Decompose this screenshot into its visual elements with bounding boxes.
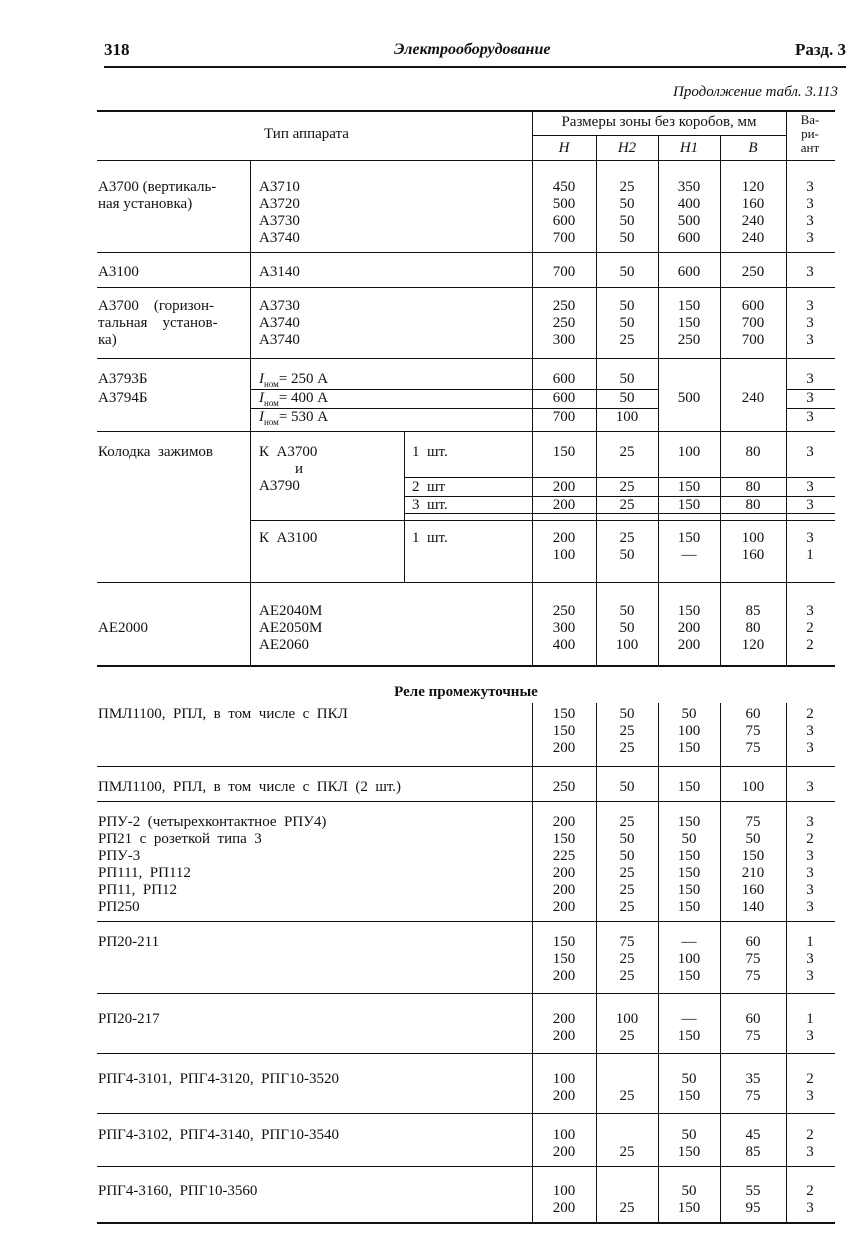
value-h2: 50 50 25 xyxy=(619,298,635,348)
value-h: 450 500 600 700 xyxy=(552,179,576,246)
current-rating: $I_{ном}= 250$ А xyxy=(259,371,329,389)
apparatus-name: ка) xyxy=(98,332,117,348)
value-h2: 50 50 100 xyxy=(615,603,639,653)
model-name: А3790 xyxy=(259,478,300,494)
rule xyxy=(97,665,835,667)
value-variant: 2 3 xyxy=(806,1127,814,1160)
value-h2: 50 xyxy=(619,390,635,406)
value-b: 100 xyxy=(741,779,765,795)
rule xyxy=(250,520,835,521)
value-b: 80 xyxy=(745,497,761,513)
value-b: 45 85 xyxy=(745,1127,761,1160)
value-h1: 50 150 xyxy=(677,1127,701,1160)
value-variant: 2 3 xyxy=(806,1071,814,1104)
value-h: 100 200 xyxy=(552,1071,576,1104)
value-h: 200 100 xyxy=(552,530,576,563)
value-h2: 50 25 25 xyxy=(619,706,635,756)
value-h: 250 xyxy=(552,779,576,795)
value-b: 75 50 150 210 160 140 xyxy=(741,814,765,915)
value-variant: 3 xyxy=(806,497,814,513)
value-h1: 150 xyxy=(677,779,701,795)
value-variant: 1 3 3 xyxy=(806,934,814,984)
model-list: А3730 А3740 А3740 xyxy=(259,298,300,348)
apparatus-name: А3793Б xyxy=(98,371,148,387)
rule xyxy=(97,921,835,922)
value-variant: 3 2 2 xyxy=(806,603,814,653)
page-number: 318 xyxy=(104,40,130,59)
value-h1: 150 xyxy=(677,497,701,513)
value-h1: 50 150 xyxy=(677,1071,701,1104)
rule xyxy=(404,432,405,582)
relay-name: ПМЛ1100, РПЛ, в том числе с ПКЛ xyxy=(98,706,348,722)
apparatus-name: АЕ2000 xyxy=(98,620,148,636)
value-h2: 25 50 50 50 xyxy=(619,179,635,246)
relay-name: РП20-211 xyxy=(98,934,160,950)
value-h2: 75 25 25 xyxy=(619,934,635,984)
quantity: 1 шт. xyxy=(412,444,448,460)
value-variant: 3 xyxy=(806,390,814,406)
rule xyxy=(250,160,251,666)
value-b: 100 160 xyxy=(741,530,765,563)
value-variant: 3 1 xyxy=(806,530,814,563)
rule xyxy=(97,110,835,112)
rule xyxy=(97,993,835,994)
value-b: 240 xyxy=(741,390,765,406)
model-name: К А3100 xyxy=(259,530,318,546)
value-h: 100 200 xyxy=(552,1127,576,1160)
rule xyxy=(97,252,835,253)
value-h: 700 xyxy=(552,409,576,425)
apparatus-name: А3700 (горизон- xyxy=(98,298,214,314)
apparatus-name: Колодка зажимов xyxy=(98,444,214,460)
quantity: 3 шт. xyxy=(412,497,448,513)
value-b: 60 75 75 xyxy=(745,934,761,984)
value-h1: 50 150 xyxy=(677,1183,701,1216)
rule xyxy=(97,801,835,802)
value-h1: 150 150 250 xyxy=(677,298,701,348)
rule xyxy=(97,1222,835,1224)
current-rating: $I_{ном}= 400$ А xyxy=(259,390,329,408)
value-h: 150 xyxy=(552,444,576,460)
relay-name: РПГ4-3101, РПГ4-3120, РПГ10-3520 xyxy=(98,1071,340,1087)
col-sizes-header: Размеры зоны без коробов, мм xyxy=(561,114,757,130)
relay-name: РПГ4-3160, РПГ10-3560 xyxy=(98,1183,258,1199)
value-b: 35 75 xyxy=(745,1071,761,1104)
apparatus-name: тальная установ- xyxy=(98,315,218,331)
running-header xyxy=(104,40,846,68)
quantity: 2 шт xyxy=(412,479,446,495)
value-h2: 100 25 xyxy=(615,1011,639,1044)
value-b: 55 95 xyxy=(745,1183,761,1216)
value-variant: 3 xyxy=(806,444,814,460)
rule xyxy=(404,477,835,478)
col-h1: H1 xyxy=(679,140,699,156)
value-variant: 3 2 3 3 3 3 xyxy=(806,814,814,915)
value-h: 200 200 xyxy=(552,1011,576,1044)
value-variant: 3 3 3 xyxy=(806,298,814,348)
value-variant: 3 xyxy=(806,409,814,425)
value-b: 80 xyxy=(745,479,761,495)
model-name: К А3700 xyxy=(259,444,318,460)
rule xyxy=(97,1166,835,1167)
value-h: 200 xyxy=(552,479,576,495)
value-h: 150 150 200 xyxy=(552,706,576,756)
section-label: Разд. 3 xyxy=(794,40,846,59)
value-h1: — 100 150 xyxy=(677,934,701,984)
value-h1: 350 400 500 600 xyxy=(677,179,701,246)
rule xyxy=(97,358,835,359)
value-h: 600 xyxy=(552,371,576,387)
apparatus-name: А3700 (вертикаль- ная установка) xyxy=(98,179,217,212)
value-h1: 50 100 150 xyxy=(677,706,701,756)
value-b: 80 xyxy=(745,444,761,460)
running-title: Электрооборудование xyxy=(394,41,551,58)
value-h1: 150 xyxy=(677,479,701,495)
model-list: А3710 А3720 А3730 А3740 xyxy=(259,179,300,246)
value-h: 250 300 400 xyxy=(552,603,576,653)
rule xyxy=(97,766,835,767)
value-b: 85 80 120 xyxy=(741,603,765,653)
rule xyxy=(97,160,835,161)
rule xyxy=(97,582,835,583)
value-h: 600 xyxy=(552,390,576,406)
value-h2: 25 xyxy=(619,479,635,495)
relay-name: ПМЛ1100, РПЛ, в том числе с ПКЛ (2 шт.) xyxy=(98,779,402,795)
value-variant: 1 3 xyxy=(806,1011,814,1044)
section-title: Реле промежуточные xyxy=(394,684,538,700)
value-h2: 25 xyxy=(619,497,635,513)
value-b: 120 160 240 240 xyxy=(741,179,765,246)
quantity: 1 шт. xyxy=(412,530,448,546)
apparatus-name: А3100 xyxy=(98,264,139,280)
rule xyxy=(97,1053,835,1054)
model-list: АЕ2040М АЕ2050М АЕ2060 xyxy=(259,603,323,653)
value-h: 100 200 xyxy=(552,1183,576,1216)
value-b: 60 75 xyxy=(745,1011,761,1044)
value-h2: 25 xyxy=(619,1200,635,1216)
value-h2: 25 xyxy=(619,1088,635,1104)
table-continuation: Продолжение табл. 3.113 xyxy=(672,84,838,100)
value-h1: 150 200 200 xyxy=(677,603,701,653)
current-rating: $I_{ном}= 530$ А xyxy=(259,409,329,427)
conjunction: и xyxy=(295,461,304,477)
value-variant: 3 xyxy=(806,479,814,495)
value-h2: 25 xyxy=(619,1144,635,1160)
value-h2: 25 50 50 25 25 25 xyxy=(619,814,635,915)
col-b: B xyxy=(748,140,758,156)
value-b: 600 700 700 xyxy=(741,298,765,348)
value-h: 700 xyxy=(552,264,576,280)
rule xyxy=(97,1113,835,1114)
value-h1: — 150 xyxy=(677,1011,701,1044)
value-variant: 3 xyxy=(806,779,814,795)
value-h1: 500 xyxy=(677,390,701,406)
value-h2: 25 xyxy=(619,444,635,460)
value-h1: 150 50 150 150 150 150 xyxy=(677,814,701,915)
rule xyxy=(97,431,835,432)
value-variant: 3 xyxy=(806,264,814,280)
value-variant: 3 3 3 3 xyxy=(806,179,814,246)
rule xyxy=(97,287,835,288)
relay-name: РП20-217 xyxy=(98,1011,160,1027)
apparatus-name: А3794Б xyxy=(98,390,148,406)
value-variant: 2 3 3 xyxy=(806,706,814,756)
value-h: 250 250 300 xyxy=(552,298,576,348)
value-variant: 3 xyxy=(806,371,814,387)
value-h2: 50 xyxy=(619,779,635,795)
model-list: А3140 xyxy=(259,264,300,280)
value-h2: 25 50 xyxy=(619,530,635,563)
value-b: 60 75 75 xyxy=(745,706,761,756)
value-h1: 600 xyxy=(677,264,701,280)
col-h: H xyxy=(558,140,570,156)
col-variant-header: Ва- ри- ант xyxy=(800,112,820,155)
value-h: 200 150 225 200 200 200 xyxy=(552,814,576,915)
value-h2: 50 xyxy=(619,264,635,280)
relay-name: РПГ4-3102, РПГ4-3140, РПГ10-3540 xyxy=(98,1127,340,1143)
rule xyxy=(532,135,786,136)
value-variant: 2 3 xyxy=(806,1183,814,1216)
col-type-header: Тип аппарата xyxy=(264,126,349,142)
value-h1: 150 — xyxy=(677,530,701,563)
relay-name: РПУ-2 (четырехконтактное РПУ4) РП21 с розеткой типа 3 РПУ-3 РП111, РП112 РП11, РП12 РП250 xyxy=(98,814,327,915)
value-h: 200 xyxy=(552,497,576,513)
value-h: 150 150 200 xyxy=(552,934,576,984)
value-h1: 100 xyxy=(677,444,701,460)
value-h2: 50 xyxy=(619,371,635,387)
value-b: 250 xyxy=(741,264,765,280)
value-h2: 100 xyxy=(615,409,639,425)
col-h2: H2 xyxy=(617,140,637,156)
